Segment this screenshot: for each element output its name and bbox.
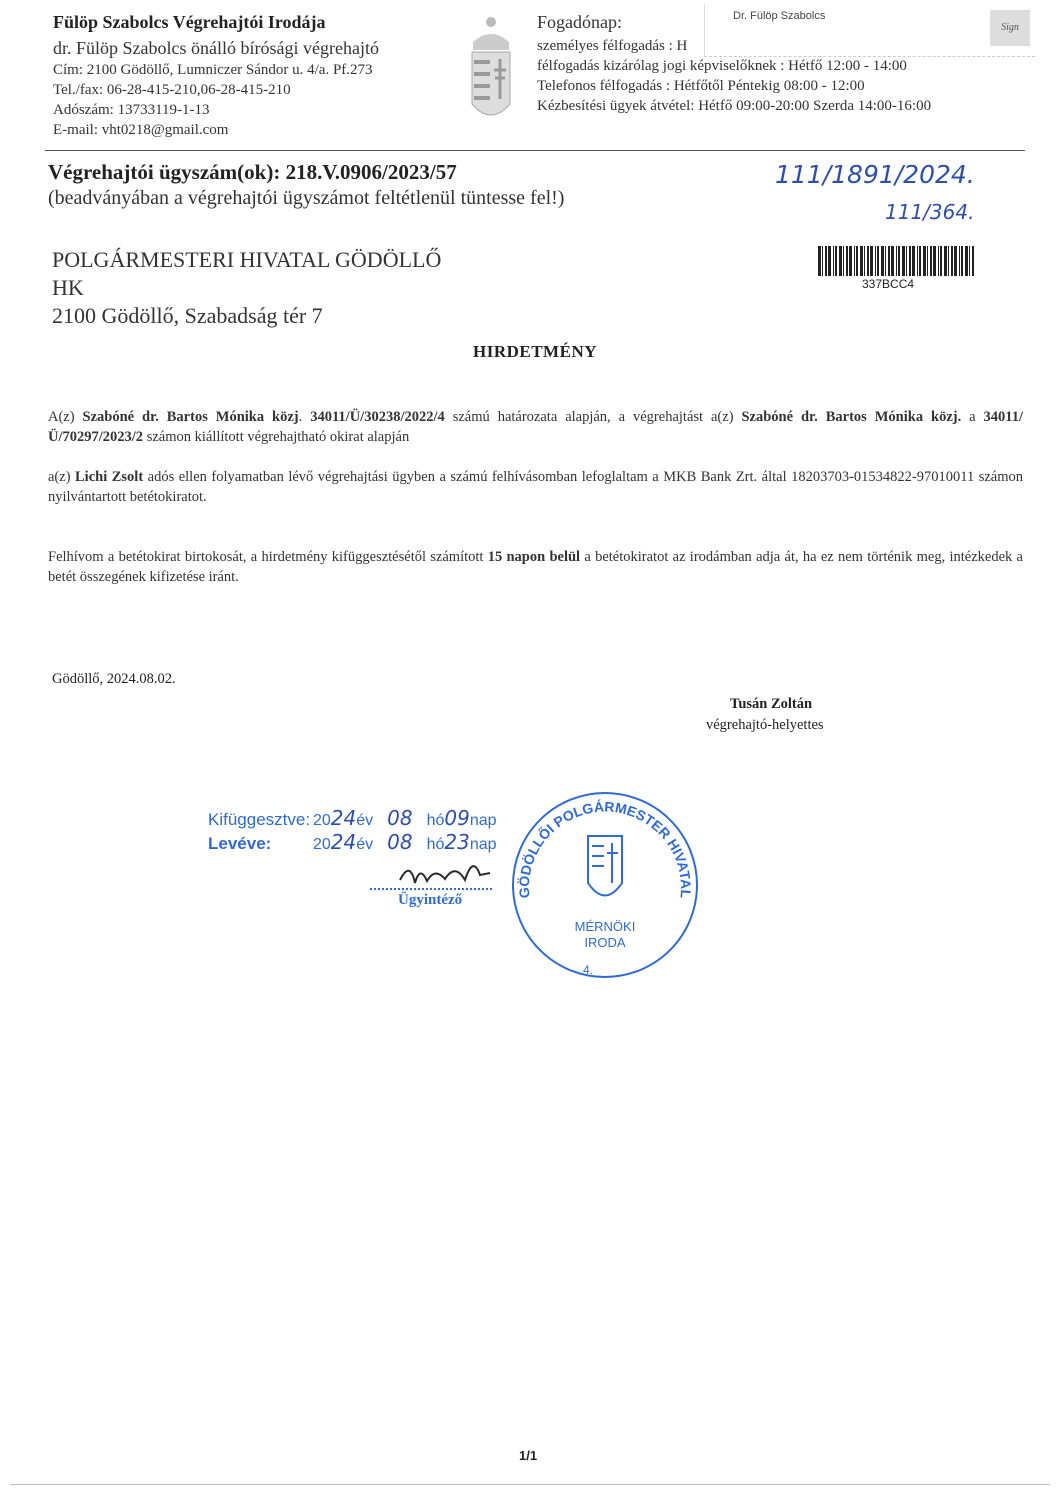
- scan-edge: [10, 1484, 1050, 1485]
- barcode-bar: [906, 246, 907, 276]
- signer-name: Tusán Zoltán: [730, 696, 813, 712]
- barcode-bar: [888, 246, 890, 276]
- barcode-bar: [825, 246, 827, 276]
- barcode-bar: [877, 246, 879, 276]
- reception-line: Telefonos félfogadás : Hétfőtől Péntekig 08:00 - 12:00: [537, 78, 865, 94]
- signer-role: végrehajtó-helyettes: [706, 717, 824, 733]
- bold-text: Szabóné dr. Bartos Mónika közj.: [741, 409, 962, 425]
- text-run: a(z): [48, 469, 76, 485]
- posted-date: [313, 806, 497, 830]
- removed-day: 23: [444, 830, 470, 854]
- handwritten-registry-number: 111/1891/2024.: [775, 160, 975, 189]
- bold-text: 34011/Ü/70297/2023/2: [48, 409, 1024, 445]
- barcode-bar: [930, 246, 932, 276]
- paragraph-3: [48, 547, 1023, 587]
- reception-line: félfogadás kizárólag jogi képviselőknek : Hétfő 12:00 - 14:00: [537, 58, 907, 74]
- barcode-bar: [843, 246, 844, 276]
- text-run: a betétokiratot az irodámban adja át, ha ez nem történik meg, intézkedek a betét összegének kifizetése iránt.: [48, 549, 1023, 585]
- barcode-bar: [912, 246, 915, 276]
- e-signature-logo: Sign: [990, 10, 1030, 46]
- barcode-bar: [944, 246, 947, 276]
- posted-label: Kifüggesztve:: [208, 810, 311, 829]
- nap-label: nap: [469, 812, 497, 829]
- barcode-bar: [954, 246, 957, 276]
- barcode-bar: [927, 246, 928, 276]
- office-name: Fülöp Szabolcs Végrehajtói Irodája: [53, 12, 326, 32]
- text-run: a: [961, 409, 984, 425]
- removed-label: Levéve:: [208, 834, 272, 853]
- office-address: Cím: 2100 Gödöllő, Lumniczer Sándor u. 4/a. Pf.273: [53, 62, 373, 78]
- barcode-bar: [933, 246, 936, 276]
- removed-month: 08: [387, 830, 413, 854]
- recipient-name: POLGÁRMESTERI HIVATAL GÖDÖLLŐ: [52, 247, 442, 272]
- barcode-bar: [961, 246, 963, 276]
- barcode-bar: [864, 246, 865, 276]
- header-divider: [45, 150, 1025, 151]
- barcode-bar: [938, 246, 939, 276]
- ho-label: hó: [426, 812, 445, 829]
- officer-label: Ügyintéző: [398, 892, 463, 908]
- stamp-ring-text: GÖDÖLLŐI POLGÁRMESTER HIVATAL: [515, 798, 695, 899]
- bold-text: 34011/Ü/30238/2022/4: [310, 409, 445, 425]
- removed-date: [313, 830, 497, 854]
- page-number: 1/1: [519, 1448, 538, 1463]
- barcode-bar: [923, 246, 926, 276]
- barcode-bar: [846, 246, 848, 276]
- posted-month: 08: [387, 806, 413, 830]
- barcode-bar: [818, 246, 821, 276]
- text-run: Felhívom a betétokirat birtokosát, a hirdetmény kifüggesztésétől számított: [48, 549, 488, 565]
- barcode-bar: [875, 246, 876, 276]
- office-phone: Tel./fax: 06-28-415-210,06-28-415-210: [53, 82, 291, 98]
- stamp-line1: MÉRNÖKI: [574, 919, 636, 934]
- handwritten-signature: [395, 855, 495, 890]
- barcode-bar: [919, 246, 921, 276]
- document-date: Gödöllő, 2024.08.02.: [52, 671, 176, 687]
- ev-label: év: [356, 812, 374, 829]
- barcode-bar: [951, 246, 953, 276]
- ho-label: hó: [426, 836, 445, 853]
- bold-text: Lichi Zsolt: [75, 469, 144, 485]
- bold-text: 15 napon belül: [487, 549, 581, 565]
- barcode-bar: [948, 246, 949, 276]
- barcode-bar: [909, 246, 911, 276]
- barcode-bar: [856, 246, 858, 276]
- paragraph-2: [48, 467, 1023, 507]
- barcode-bar: [854, 246, 855, 276]
- removed-year: 24: [330, 830, 357, 854]
- text-run: .: [298, 409, 311, 425]
- barcode-text: 337BCC4: [862, 277, 915, 291]
- office-tax-id: Adószám: 13733119-1-13: [53, 102, 210, 118]
- barcode-bar: [896, 246, 897, 276]
- case-number: Végrehajtói ügyszám(ok): 218.V.0906/2023/57: [48, 160, 457, 184]
- barcode-bar: [940, 246, 942, 276]
- stamp-line2: IRODA: [584, 935, 626, 950]
- recipient-line2: HK: [52, 275, 84, 300]
- paragraph-1: [48, 407, 1023, 447]
- barcode-bar: [891, 246, 894, 276]
- case-note: (beadványában a végrehajtói ügyszámot feltétlenül tüntesse fel!): [48, 187, 565, 209]
- barcode-bar: [972, 246, 974, 276]
- barcode-bar: [839, 246, 842, 276]
- barcode-bar: [835, 246, 837, 276]
- barcode-bar: [833, 246, 834, 276]
- stamp-number: 4.: [582, 963, 594, 977]
- text-run: számú határozata alapján, a végrehajtást a(z): [444, 409, 742, 425]
- bold-text: Szabóné dr. Bartos Mónika közj: [82, 409, 299, 425]
- posted-day: 09: [444, 806, 470, 830]
- e-signature-name: Dr. Fülöp Szabolcs: [733, 10, 826, 22]
- barcode-bar: [965, 246, 968, 276]
- barcode-bar: [860, 246, 863, 276]
- recipient-address: 2100 Gödöllő, Szabadság tér 7: [52, 303, 323, 328]
- document-title: HIRDETMÉNY: [472, 342, 597, 361]
- ev-label: év: [356, 836, 374, 853]
- text-run: számon kiállított végrehajtható okirat alapján: [143, 429, 410, 445]
- barcode-bar: [885, 246, 886, 276]
- reception-line: személyes félfogadás : H: [537, 38, 688, 54]
- barcode-bar: [902, 246, 905, 276]
- barcode: [818, 246, 976, 276]
- barcode-bar: [917, 246, 918, 276]
- barcode-bar: [849, 246, 852, 276]
- year-prefix: 20: [313, 812, 331, 829]
- reception-line: Kézbesítési ügyek átvétel: Hétfő 09:00-20:00 Szerda 14:00-16:00: [537, 98, 932, 114]
- svg-text:GÖDÖLLŐI POLGÁRMESTER HIVATAL: [516, 799, 694, 900]
- text-run: A(z): [48, 409, 83, 425]
- hungarian-crest-icon: [468, 14, 514, 128]
- barcode-bar: [870, 246, 873, 276]
- barcode-bar: [822, 246, 823, 276]
- reception-title: Fogadónap:: [537, 12, 622, 32]
- barcode-bar: [959, 246, 960, 276]
- text-run: adós ellen folyamatban lévő végrehajtási ügyben a számú felhívásomban lefoglaltam a MKB Bank Zrt. által 18203703-01534822-97010011 számon nyilvántartott betétokiratot.: [48, 469, 1023, 505]
- posted-year: 24: [330, 806, 357, 830]
- year-prefix: 20: [313, 836, 331, 853]
- officer-name: dr. Fülöp Szabolcs önálló bírósági végrehajtó: [53, 38, 379, 58]
- office-email: E-mail: vht0218@gmail.com: [53, 122, 229, 138]
- barcode-bar: [828, 246, 831, 276]
- barcode-bar: [898, 246, 900, 276]
- barcode-bar: [867, 246, 869, 276]
- nap-label: nap: [469, 836, 497, 853]
- signature-line: [370, 888, 492, 890]
- barcode-bar: [881, 246, 884, 276]
- barcode-bar: [969, 246, 970, 276]
- round-office-stamp: [508, 788, 703, 983]
- handwritten-sub-number: 111/364.: [885, 200, 975, 224]
- e-signature-overlay: [704, 4, 1035, 57]
